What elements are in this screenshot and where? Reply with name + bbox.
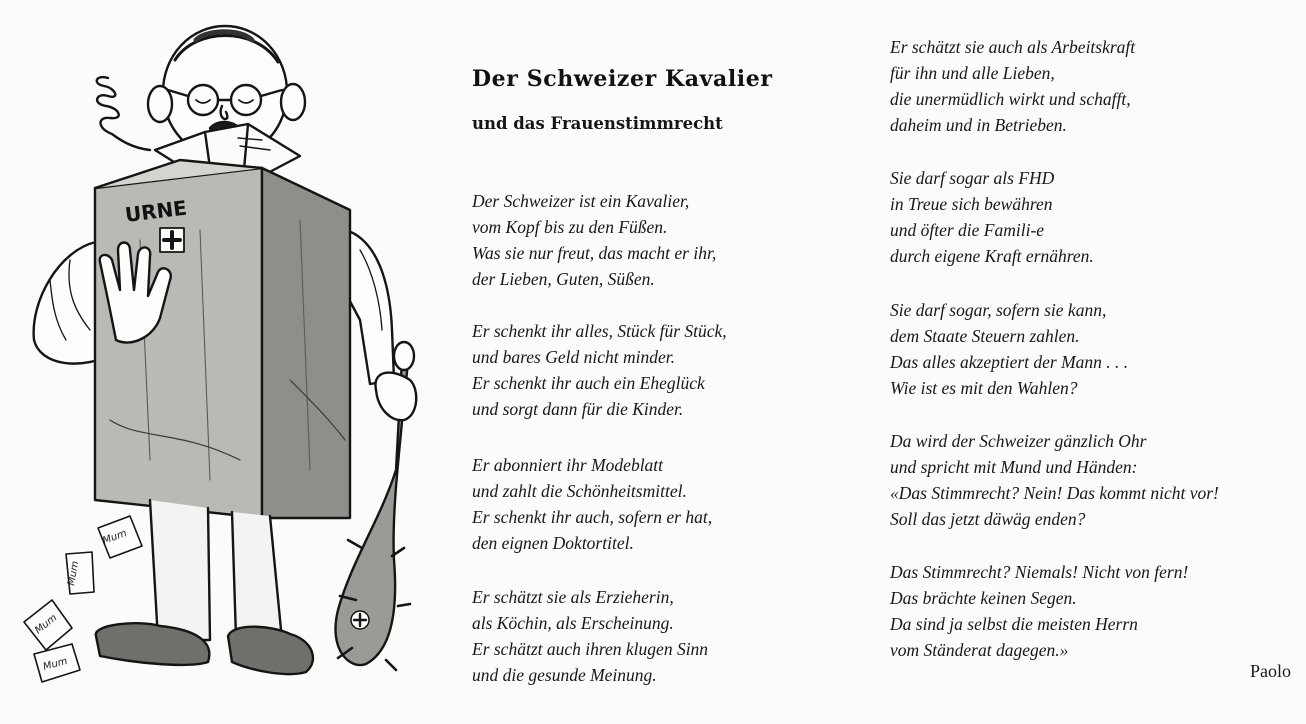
verse-line: und bares Geld nicht minder. — [472, 347, 676, 367]
verse-line: und öfter die Famili-e — [890, 220, 1045, 240]
verse-line: Er schenkt ihr alles, Stück für Stück, — [472, 321, 727, 341]
verse-line: für ihn und alle Lieben, — [890, 63, 1055, 83]
verse-line: durch eigene Kraft ernähren. — [890, 246, 1094, 266]
stanza — [472, 584, 708, 688]
right-shoe — [228, 627, 313, 674]
stanza — [472, 188, 716, 292]
verse-line: Das brächte keinen Segen. — [890, 588, 1077, 608]
stanza — [890, 559, 1188, 663]
paper-label: Mum — [33, 612, 60, 637]
verse-line: und die gesunde Meinung. — [472, 665, 657, 685]
verse-line: Das Stimmrecht? Niemals! Nicht von fern! — [890, 562, 1189, 582]
verse-line: Soll das jetzt däwäg enden? — [890, 509, 1086, 529]
verse-line: Er schenkt ihr auch ein Eheglück — [472, 373, 705, 393]
verse-line: daheim und in Betrieben. — [890, 115, 1067, 135]
verse-line: Er schätzt auch ihren klugen Sinn — [472, 639, 709, 659]
verse-line: Was sie nur freut, das macht er ihr, — [472, 243, 717, 263]
verse-line: und sorgt dann für die Kinder. — [472, 399, 684, 419]
right-arm — [344, 230, 394, 384]
poem-title: Der Schweizer Kavalier — [472, 66, 773, 92]
verse-line: Da wird der Schweizer gänzlich Ohr — [890, 431, 1147, 451]
paper-label: Mum — [41, 655, 69, 673]
stanza — [472, 452, 712, 556]
man-legs — [150, 500, 282, 640]
stanza — [890, 428, 1219, 532]
verse-line: Der Schweizer ist ein Kavalier, — [472, 191, 690, 211]
verse-line: vom Kopf bis zu den Füßen. — [472, 217, 668, 237]
poem-subtitle: und das Frauenstimmrecht — [472, 114, 723, 133]
verse-line: und spricht mit Mund und Händen: — [890, 457, 1138, 477]
verse-line: den eignen Doktortitel. — [472, 533, 634, 553]
stanza — [890, 165, 1094, 269]
verse-line: Da sind ja selbst die meisten Herrn — [890, 614, 1138, 634]
verse-line: «Das Stimmrecht? Nein! Das kommt nicht vor! — [890, 483, 1219, 503]
paper-label: Mum — [66, 560, 82, 587]
verse-line: dem Staate Steuern zahlen. — [890, 326, 1080, 346]
verse-line: Sie darf sogar, sofern sie kann, — [890, 300, 1107, 320]
verse-line: der Lieben, Guten, Süßen. — [472, 269, 655, 289]
cartoon-illustration — [0, 0, 450, 724]
verse-line: als Köchin, als Erscheinung. — [472, 613, 674, 633]
verse-line: Er schätzt sie als Erzieherin, — [472, 587, 674, 607]
verse-line: Er schätzt sie auch als Arbeitskraft — [890, 37, 1136, 57]
stanza — [472, 318, 727, 422]
verse-line: die unermüdlich wirkt und schafft, — [890, 89, 1131, 109]
verse-line: Wie ist es mit den Wahlen? — [890, 378, 1078, 398]
stanza — [890, 34, 1135, 138]
verse-line: Er abonniert ihr Modeblatt — [472, 455, 664, 475]
verse-line: Sie darf sogar als FHD — [890, 168, 1055, 188]
verse-line: Er schenkt ihr auch, sofern er hat, — [472, 507, 713, 527]
verse-line: vom Ständerat dagegen.» — [890, 640, 1069, 660]
author-signature: Paolo — [1250, 661, 1292, 681]
ballot-box-label: URNE — [123, 195, 189, 227]
verse-line: in Treue sich bewähren — [890, 194, 1053, 214]
spring-coil — [97, 77, 150, 150]
paper-label: Mum — [101, 528, 129, 547]
verse-line: Das alles akzeptiert der Mann . . . — [890, 352, 1129, 372]
stanza — [890, 297, 1128, 401]
verse-line: und zahlt die Schönheitsmittel. — [472, 481, 687, 501]
